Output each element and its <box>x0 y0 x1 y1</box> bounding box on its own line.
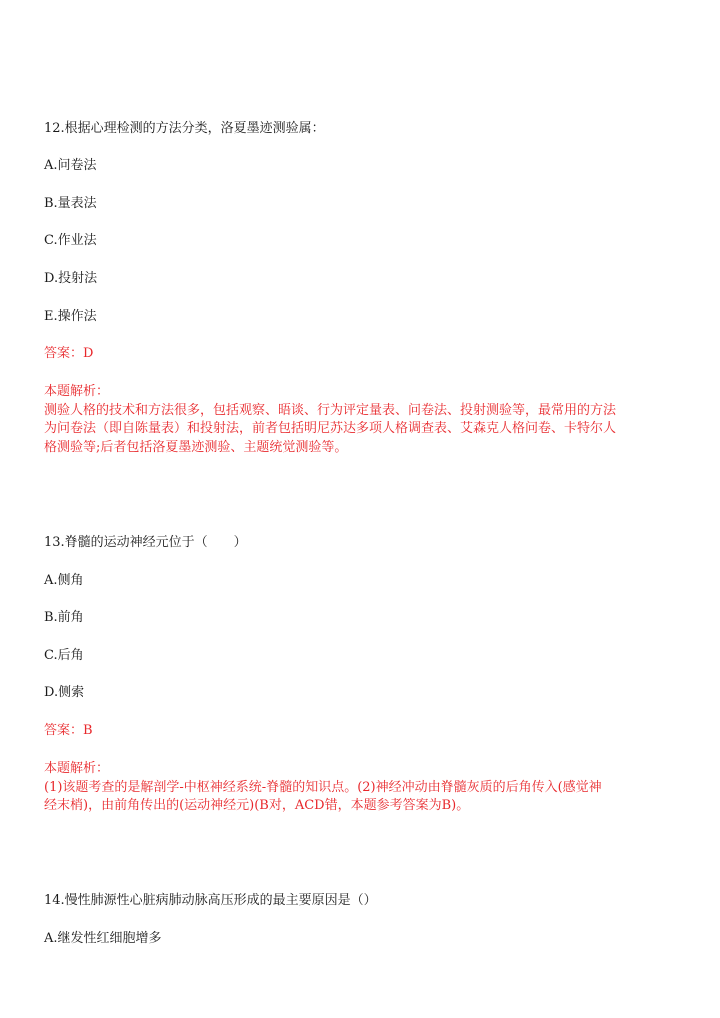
question-13-answer: 答案：B <box>44 723 93 738</box>
question-12-option-d: D.投射法 <box>44 271 98 286</box>
analysis-title: 本题解析： <box>44 761 110 776</box>
question-13-option-a: A.侧角 <box>44 573 84 588</box>
question-13-text: 13.脊髓的运动神经元位于（ ） <box>44 535 247 550</box>
question-14-text: 14.慢性肺源性心脏病肺动脉高压形成的最主要原因是（） <box>44 893 377 908</box>
question-12-answer: 答案：D <box>44 346 94 361</box>
question-12-option-c: C.作业法 <box>44 233 97 248</box>
question-12-analysis <box>44 383 680 457</box>
analysis-line: 为问卷法（即自陈量表）和投射法，前者包括明尼苏达多项人格调查表、艾森克人格问卷、卡特尔人 <box>44 421 617 436</box>
question-13-analysis <box>44 760 680 816</box>
analysis-line: 经末梢)，由前角传出的(运动神经元)(B对，ACD错，本题参考答案为B)。 <box>44 798 470 813</box>
analysis-line: 格测验等;后者包括洛夏墨迹测验、主题统觉测验等。 <box>44 439 348 455</box>
question-13-option-b: B.前角 <box>44 610 84 625</box>
question-12-text: 12.根据心理检测的方法分类，洛夏墨迹测验属： <box>44 121 325 136</box>
analysis-line: 测验人格的技术和方法很多，包括观察、晤谈、行为评定量表、问卷法、投射测验等，最常用的方法 <box>44 402 617 418</box>
question-13-option-c: C.后角 <box>44 648 84 663</box>
question-12-option-b: B.量表法 <box>44 196 97 211</box>
analysis-line: (1)该题考查的是解剖学-中枢神经系统-脊髓的知识点。(2)神经冲动由脊髓灰质的后角传入(感觉神 <box>44 779 602 795</box>
analysis-title: 本题解析： <box>44 384 110 399</box>
question-13-option-d: D.侧索 <box>44 685 85 700</box>
question-12-option-e: E.操作法 <box>44 309 97 324</box>
question-12-option-a: A.问卷法 <box>44 158 97 173</box>
question-14-option-a: A.继发性红细胞增多 <box>44 931 162 946</box>
